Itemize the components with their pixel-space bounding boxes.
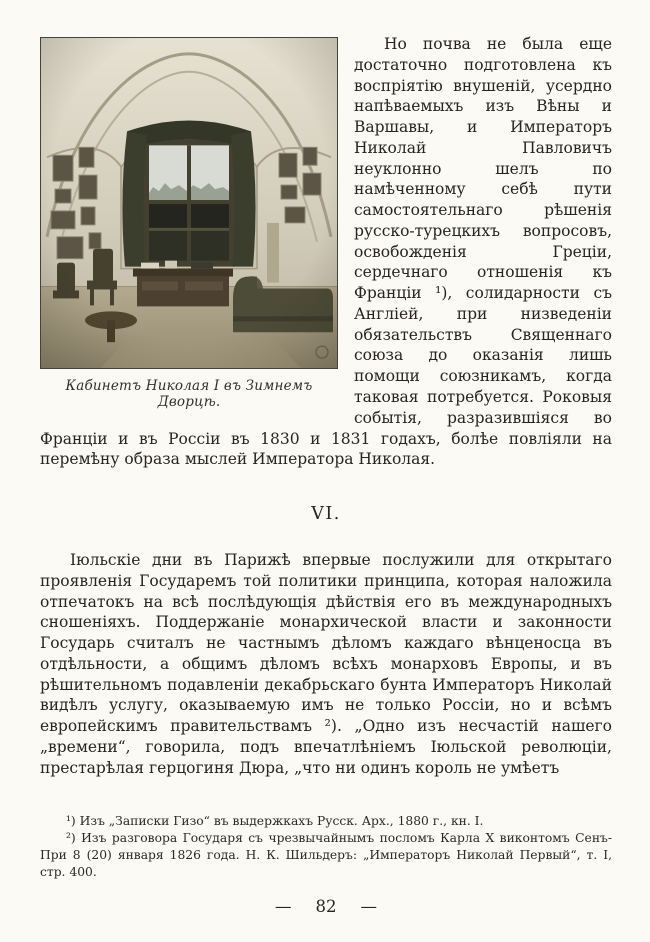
page-number-right-dash: — [360,897,377,916]
page-number-left-dash: — [275,897,292,916]
text-flow [40,34,612,470]
figure-caption: Кабинетъ Николая I въ Зимнемъ Дворцѣ. [65,378,313,410]
cabinet-photo [40,37,338,369]
footnotes [40,813,612,881]
paragraph-2: Іюльскіе дни въ Парижѣ впервые послужили для открытаго проявленія Государемъ той политики принципа, которая наложила отпечатокъ на всѣ послѣдующія дѣйствія его въ международныхъ сношеніяхъ. Поддержаніе монархической власти и законности Государь считалъ не частнымъ дѣломъ каждаго вѣнценосца въ отдѣльности, а общимъ дѣломъ всѣхъ монарховъ Европы, и въ рѣшительномъ подавленіи декабрьскаго бунта Императоръ Николай видѣлъ услугу, оказываемую имъ не только Россіи, но и всѣмъ европейскимъ правительствамъ ²). „Одно изъ несчастій нашего „времени“, говорила, подъ впечатлѣніемъ Іюльской революціи, престарѣлая герцогиня Дюра, „что ни одинъ король не умѣетъ [40,551,612,777]
page-number [40,897,612,916]
section-heading: VI. [311,504,341,525]
figure-cabinet [40,37,338,410]
cabinet-interior-illustration [41,38,337,368]
footnote-1: ¹) Изъ „Записки Гизо“ въ выдержкахъ Русск. Арх., 1880 г., кн. I. [66,814,484,829]
page-number-value: 82 [315,897,337,916]
footnote-2: ²) Изъ разговора Государя съ чрезвычайнымъ посломъ Карла X виконтомъ Сенъ-При 8 (20) января 1826 года. Н. К. Шильдеръ: „Императоръ Николай Первый“, т. I, стр. 400. [40,831,612,880]
paragraph-1: Но почва не была еще достаточно подготовлена къ воспріятію внушеній, усердно напѣваемыхъ изъ Вѣны и Варшавы, и Императоръ Николай Павловичъ неуклонно шелъ по намѣченному себѣ пути самостоятельнаго рѣшенія русско-турецкихъ вопросовъ, освобожденія Греціи, сердечнаго отношенія къ Франціи ¹), солидарности съ Англіей, при низведеніи обязательствъ Священнаго союза до оказанія лишь помощи союзникамъ, когда таковая потребуется. Роковыя событія, разразившіяся во Франціи и въ Россіи въ 1830 и 1831 годахъ, болѣе повліяли на перемѣну образа мыслей Императора Николая. [40,35,612,469]
